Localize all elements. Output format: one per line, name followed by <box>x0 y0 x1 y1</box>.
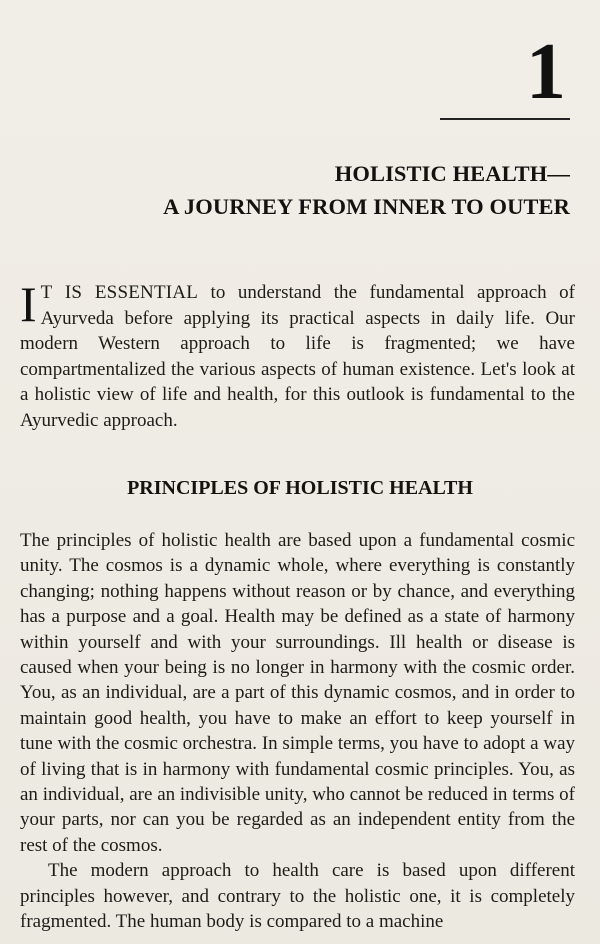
chapter-title-line-1: HOLISTIC HEALTH— <box>334 161 570 186</box>
chapter-number: 1 <box>526 28 566 116</box>
intro-lead-caps: T IS ESSENTIAL <box>40 282 199 303</box>
chapter-rule <box>440 118 570 120</box>
intro-text: to understand the fundamental approach of Ayurveda before applying its practical aspects in daily life. Our modern Western approach to life is fragmented; we have compartmentalized the various aspects of human existence. Let's look at a holistic view of life and health, for this outlook is fundamental to the Ayurvedic approach. <box>20 282 575 431</box>
section-heading: PRINCIPLES OF HOLISTIC HEALTH <box>127 477 473 499</box>
drop-cap: I <box>20 276 37 332</box>
body-paragraph-1: The principles of holistic health are based upon a fundamental cosmic unity. The cosmos is a dynamic whole, where everything is constantly changing; nothing happens without reason or by chance, and everything has a purpose and a goal. Health may be defined as a state of harmony within yourself and with your surroundings. Ill health or disease is caused when your being is no longer in harmony with the cosmic order. You, as an individual, are a part of this dynamic cosmos, and in order to maintain good health, you have to make an effort to keep yourself in tune with the cosmic orchestra. In simple terms, you have to adopt a way of living that is in harmony with fundamental cosmic principles. You, as an individual, are an indivisible unity, who cannot be reduced in terms of your parts, nor can you be regarded as an independent entity from the rest of the cosmos. <box>20 530 575 856</box>
chapter-title-line-2: A JOURNEY FROM INNER TO OUTER <box>163 194 570 219</box>
chapter-title <box>163 157 570 223</box>
body-paragraph-2: The modern approach to health care is based upon different principles however, and contrary to the holistic one, it is completely fragmented. The human body is compared to a machine <box>20 860 575 933</box>
intro-paragraph <box>20 276 575 433</box>
section-body <box>20 528 575 935</box>
